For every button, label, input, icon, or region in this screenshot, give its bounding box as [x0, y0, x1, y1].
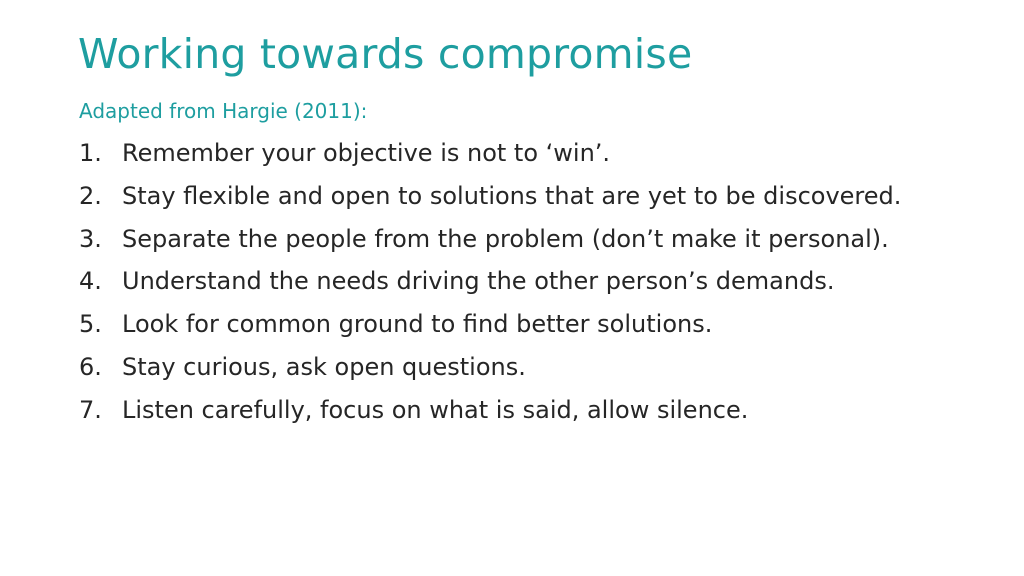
list-item-number: 4. — [79, 267, 102, 296]
list-item-number: 2. — [79, 181, 102, 210]
list-item — [79, 308, 959, 340]
list-item-number: 6. — [79, 352, 102, 381]
list-item — [79, 394, 959, 426]
list-item-number: 3. — [79, 224, 102, 253]
slide-title: Working towards compromise — [78, 30, 693, 78]
list-item-text: Remember your objective is not to ‘win’. — [122, 139, 611, 167]
list-item — [79, 265, 959, 297]
list-item-number: 7. — [79, 395, 102, 424]
list-item-text: Separate the people from the problem (don’t make it personal). — [122, 224, 889, 253]
list-item — [79, 223, 959, 255]
slide-subtitle: Adapted from Hargie (2011): — [79, 99, 368, 123]
list-item-text: Stay curious, ask open questions. — [122, 352, 526, 381]
numbered-list — [79, 137, 959, 437]
list-item-text: Look for common ground to find better solutions. — [122, 310, 713, 339]
list-item — [79, 351, 959, 383]
list-item-number: 1. — [79, 139, 102, 167]
list-item-number: 5. — [79, 310, 102, 339]
list-item-text: Stay flexible and open to solutions that are yet to be discovered. — [122, 181, 902, 210]
list-item — [79, 137, 959, 169]
list-item — [79, 180, 959, 212]
list-item-text: Understand the needs driving the other person’s demands. — [122, 267, 835, 296]
list-item-text: Listen carefully, focus on what is said, allow silence. — [122, 395, 749, 424]
